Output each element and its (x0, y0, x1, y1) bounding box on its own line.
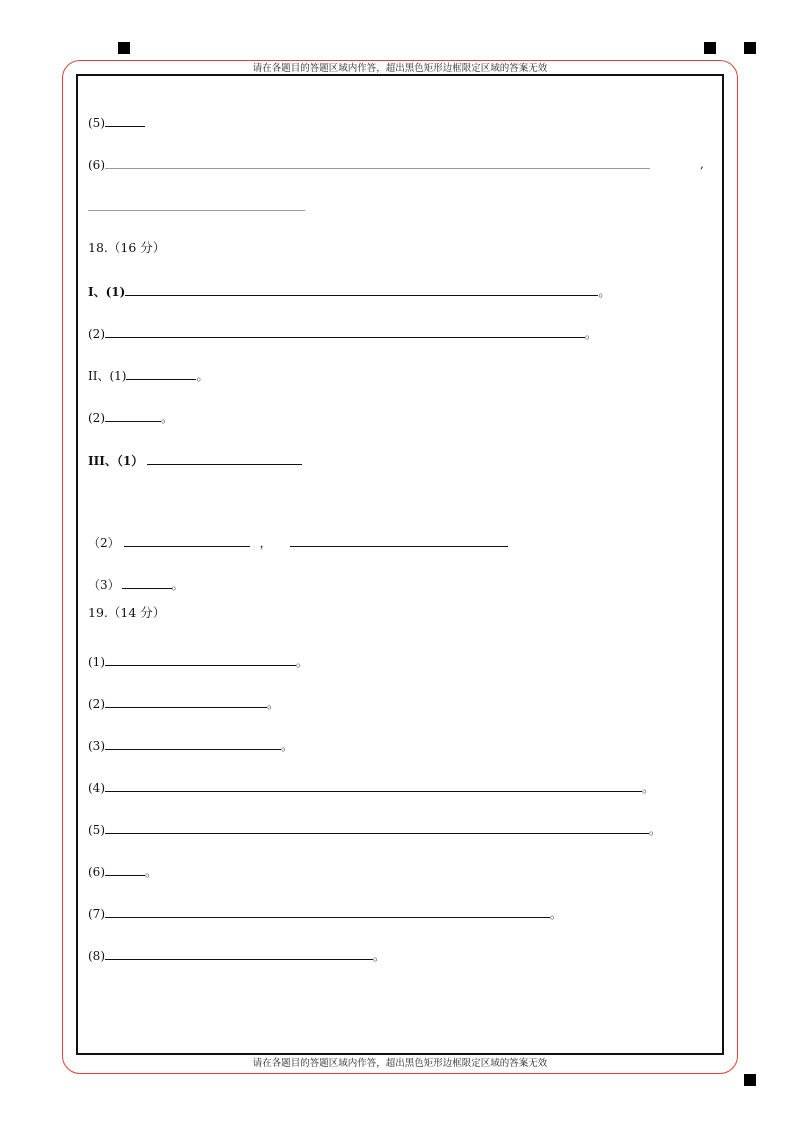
notice-top: 请在各题目的答题区域内作答，超出黑色矩形边框限定区域的答案无效 (0, 63, 800, 75)
answer-blank[interactable] (105, 905, 550, 918)
answer-blank[interactable] (105, 863, 145, 876)
answer-blank[interactable] (105, 695, 267, 708)
alignment-marker-top-right-1 (704, 42, 716, 54)
q19-item-1: (1) 。 (88, 655, 309, 669)
q18-II-1: II、(1) 。 (88, 369, 209, 383)
q18-II-2: (2) 。 (88, 411, 174, 425)
question-19-heading: 19.（14 分） (88, 605, 166, 620)
q17-item-5: (5) (88, 114, 145, 131)
q19-item-2: (2) 。 (88, 697, 280, 711)
answer-blank[interactable] (105, 409, 161, 422)
alignment-marker-top-left (118, 42, 130, 54)
answer-blank[interactable] (125, 283, 598, 296)
q18-I-1: I、(1) 。 (88, 285, 611, 299)
q18-III-1: III、（1） (88, 452, 302, 469)
notice-bottom: 请在各题目的答题区域内作答，超出黑色矩形边框限定区域的答案无效 (0, 1058, 800, 1070)
q17-item-6-continuation (88, 198, 305, 215)
q18-III-2: （2） ， (88, 534, 508, 551)
answer-blank[interactable] (290, 534, 508, 547)
q18-III-3: （3） 。 (88, 578, 184, 592)
q17-item-6: (6) (88, 156, 650, 173)
answer-blank[interactable] (122, 576, 172, 589)
q19-item-3: (3) 。 (88, 739, 294, 753)
q19-item-5: (5) 。 (88, 823, 662, 837)
answer-blank[interactable] (105, 947, 373, 960)
q19-item-8: (8) 。 (88, 949, 386, 963)
answer-blank[interactable] (147, 452, 302, 465)
q19-item-6: (6) 。 (88, 865, 158, 879)
answer-blank[interactable] (126, 367, 196, 380)
q17-item-6-comma: , (700, 157, 704, 171)
q19-item-7: (7) 。 (88, 907, 563, 921)
answer-blank[interactable] (88, 198, 305, 211)
answer-blank[interactable] (105, 325, 585, 338)
alignment-marker-top-right-2 (744, 42, 756, 54)
answer-blank[interactable] (105, 653, 296, 666)
alignment-marker-bottom-right (744, 1074, 756, 1086)
answer-blank[interactable] (105, 737, 281, 750)
q18-I-2: (2) 。 (88, 327, 598, 341)
answer-blank[interactable] (105, 821, 649, 834)
answer-blank[interactable] (105, 114, 145, 127)
question-18-heading: 18.（16 分） (88, 240, 166, 255)
answer-blank[interactable] (105, 156, 650, 169)
answer-blank[interactable] (105, 779, 642, 792)
answer-blank[interactable] (124, 534, 250, 547)
q19-item-4: (4) 。 (88, 781, 655, 795)
